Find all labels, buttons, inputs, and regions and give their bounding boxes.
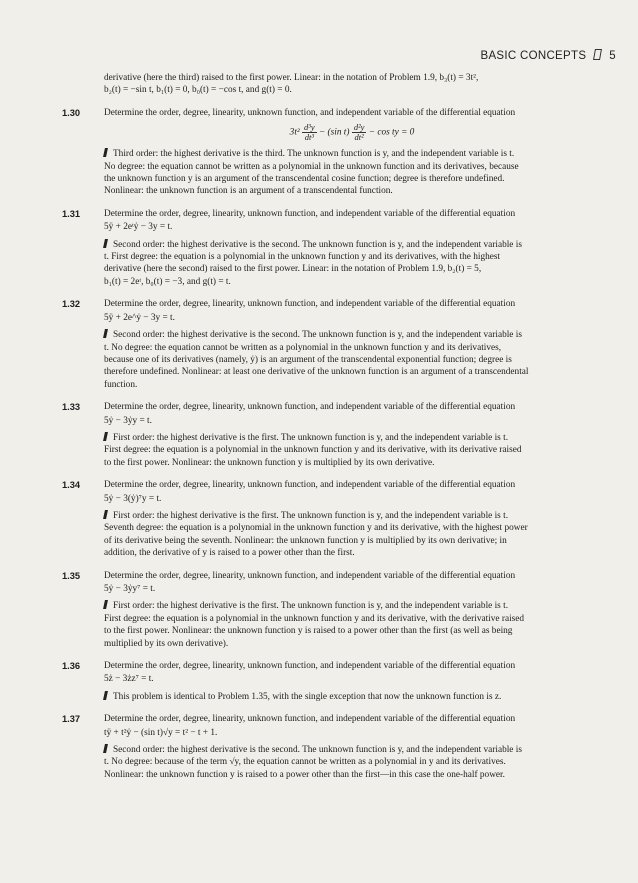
numerator: d³y: [304, 122, 315, 133]
header-box-icon: [593, 49, 602, 60]
fraction: [302, 123, 317, 142]
solution-marker-icon: [103, 600, 108, 609]
solution-line: First order: the highest derivative is the first. The unknown function is y, and the independent variable is t.: [113, 510, 509, 521]
problem-equation: 5ẏ − 3(ẏ)⁷y = t.: [104, 493, 162, 504]
problem-solution: [104, 329, 600, 391]
solution-line: First order: the highest derivative is the first. The unknown function is y, and the independent variable is t.: [113, 601, 509, 612]
solution-line: t. First degree: the equation is a polynomial in the unknown function y and its derivatives, with the highest: [104, 252, 501, 263]
problem-equation: 5ẏ − 3ẏy⁷ = t.: [104, 584, 156, 594]
solution-line: b₁(t) = 2eᵗ, b₀(t) = −3, and g(t) = t.: [104, 276, 231, 287]
problem-number: 1.32: [62, 299, 81, 310]
solution-line: This problem is identical to Problem 1.35, with the single exception that now the unknown function is z.: [113, 691, 502, 702]
solution-line: t. No degree: the equation cannot be written as a polynomial in the unknown function y and its derivatives,: [104, 342, 502, 353]
solution-marker-icon: [103, 432, 108, 441]
solution-marker-icon: [103, 329, 108, 338]
solution-line: multiplied by its own derivative).: [104, 638, 229, 649]
solution-line: because one of its derivatives (namely, ẏ) is an argument of the transcendental exponential function; degree is: [104, 354, 512, 365]
problem-solution: [104, 510, 600, 560]
solution-line: No degree: the equation cannot be written as a polynomial in the unknown function and its derivatives, because: [104, 161, 519, 172]
problem-1-35: [62, 570, 600, 650]
solution-marker-icon: [103, 691, 108, 700]
running-header: [480, 49, 616, 62]
lead-line: derivative (here the third) raised to the first power. Linear: in the notation of Problem 1.9, b₃(t) = 3t²,: [104, 73, 479, 83]
problem-question: Determine the order, degree, linearity, unknown function, and independent variable of the differential equation: [104, 570, 516, 581]
problem-question: Determine the order, degree, linearity, unknown function, and independent variable of the differential equation: [104, 299, 516, 310]
header-title: BASIC CONCEPTS: [480, 50, 587, 62]
page-content: [62, 72, 600, 781]
problem-1-36: [62, 660, 600, 703]
problem-number: 1.37: [62, 714, 81, 725]
solution-line: of its derivative being the seventh. Nonlinear: the unknown function y is multiplied by its own derivative; in: [104, 535, 507, 546]
eq-term: − cos ty = 0: [368, 127, 415, 138]
problem-question: Determine the order, degree, linearity, unknown function, and independent variable of the differential equation: [104, 107, 516, 118]
solution-marker-icon: [103, 148, 108, 157]
problem-solution: [104, 744, 600, 781]
solution-marker-icon: [103, 744, 108, 753]
solution-line: therefore undefined. Nonlinear: at least one derivative of the unknown function is an argument of a transcendental: [104, 367, 529, 378]
eq-term: 3t²: [289, 127, 300, 138]
problem-number: 1.35: [62, 570, 81, 581]
solution-line: Second order: the highest derivative is the second. The unknown function is y, and the independent variable is: [113, 745, 522, 756]
problem-solution: [104, 432, 600, 469]
problem-solution: [104, 148, 600, 198]
problem-question: Determine the order, degree, linearity, unknown function, and independent variable of the differential equation: [104, 402, 516, 413]
problem-number: 1.30: [62, 107, 81, 118]
problem-number: 1.31: [62, 208, 81, 219]
problem-equation: [104, 123, 600, 142]
solution-line: First degree: the equation is a polynomial in the unknown function y and its derivative, with its derivative raised: [104, 445, 522, 456]
solution-line: addition, the derivative of y is raised to a power other than the first.: [104, 548, 355, 559]
eq-term: − (sin t): [318, 127, 352, 138]
problem-1-32: [62, 298, 600, 391]
solution-line: function.: [104, 379, 138, 390]
solution-marker-icon: [103, 510, 108, 519]
solution-line: t. No degree: because of the term √y, the equation cannot be written as a polynomial in y and its derivatives.: [104, 757, 506, 768]
problem-question: Determine the order, degree, linearity, unknown function, and independent variable of the differential equation: [104, 661, 516, 672]
problem-equation: 5ẏ − 3ẏy = t.: [104, 415, 152, 426]
lead-paragraph: [104, 72, 600, 97]
solution-line: Nonlinear: the unknown function is an argument of a transcendental function.: [104, 186, 393, 197]
problem-number: 1.34: [62, 480, 81, 491]
solution-line: First order: the highest derivative is the first. The unknown function is y, and the independent variable is t.: [113, 432, 509, 443]
solution-line: First degree: the equation is a polynomial in the unknown function y and its derivative, with the derivative raised: [104, 613, 525, 624]
solution-line: the unknown function y is an argument of the transcendental cosine function; degree is therefore undefined.: [104, 174, 505, 185]
problem-question: Determine the order, degree, linearity, unknown function, and independent variable of the differential equation: [104, 714, 516, 725]
problem-question: Determine the order, degree, linearity, unknown function, and independent variable of the differential equation: [104, 480, 516, 491]
solution-line: Third order: the highest derivative is the third. The unknown function is y, and the independent variable is t.: [113, 149, 515, 160]
solution-line: Seventh degree: the equation is a polynomial in the unknown function y and its derivative, with the highest power: [104, 523, 528, 534]
problem-1-34: [62, 479, 600, 559]
problem-1-31: [62, 208, 600, 288]
problem-question: Determine the order, degree, linearity, unknown function, and independent variable of the differential equation: [104, 208, 516, 219]
solution-marker-icon: [103, 239, 108, 248]
solution-line: derivative (here the second) raised to the first power. Linear: in the notation of Problem 1.9, b₂(t) = 5,: [104, 264, 482, 275]
denominator: dt³: [304, 132, 314, 143]
problem-equation: 5ÿ + 2e^ẏ − 3y = t.: [104, 312, 175, 323]
problem-1-37: [62, 713, 600, 781]
problem-number: 1.36: [62, 661, 81, 672]
solution-line: to the first power. Nonlinear: the unknown function y is raised to a power other than the first (as well as being: [104, 626, 513, 637]
numerator: d²y: [353, 122, 365, 133]
lead-line: b₂(t) = −sin t, b₁(t) = 0, b₀(t) = −cos t, and g(t) = 0.: [104, 85, 292, 96]
problem-equation: tÿ + t²ẏ − (sin t)√y = t² − t + 1.: [104, 727, 218, 738]
page-number: 5: [609, 50, 616, 62]
problem-solution: [104, 600, 600, 650]
fraction: [352, 123, 367, 142]
problem-solution: [104, 239, 600, 289]
solution-line: Second order: the highest derivative is the second. The unknown function is y, and the independent variable is: [113, 330, 522, 341]
solution-line: to the first power. Nonlinear: the unknown function y is multiplied by its own derivative.: [104, 457, 435, 468]
problem-1-33: [62, 401, 600, 469]
solution-line: Second order: the highest derivative is the second. The unknown function is y, and the independent variable is: [113, 239, 522, 250]
solution-line: Nonlinear: the unknown function y is raised to a power other than the first—in this case the one-half power.: [104, 769, 505, 780]
problem-1-30: [62, 107, 600, 198]
problem-number: 1.33: [62, 402, 81, 413]
problem-equation: 5ÿ + 2eᵗẏ − 3y = t.: [104, 222, 173, 233]
problem-equation: 5ż − 3żz⁷ = t.: [104, 674, 154, 685]
denominator: dt²: [354, 132, 364, 143]
problem-solution: [104, 691, 600, 703]
